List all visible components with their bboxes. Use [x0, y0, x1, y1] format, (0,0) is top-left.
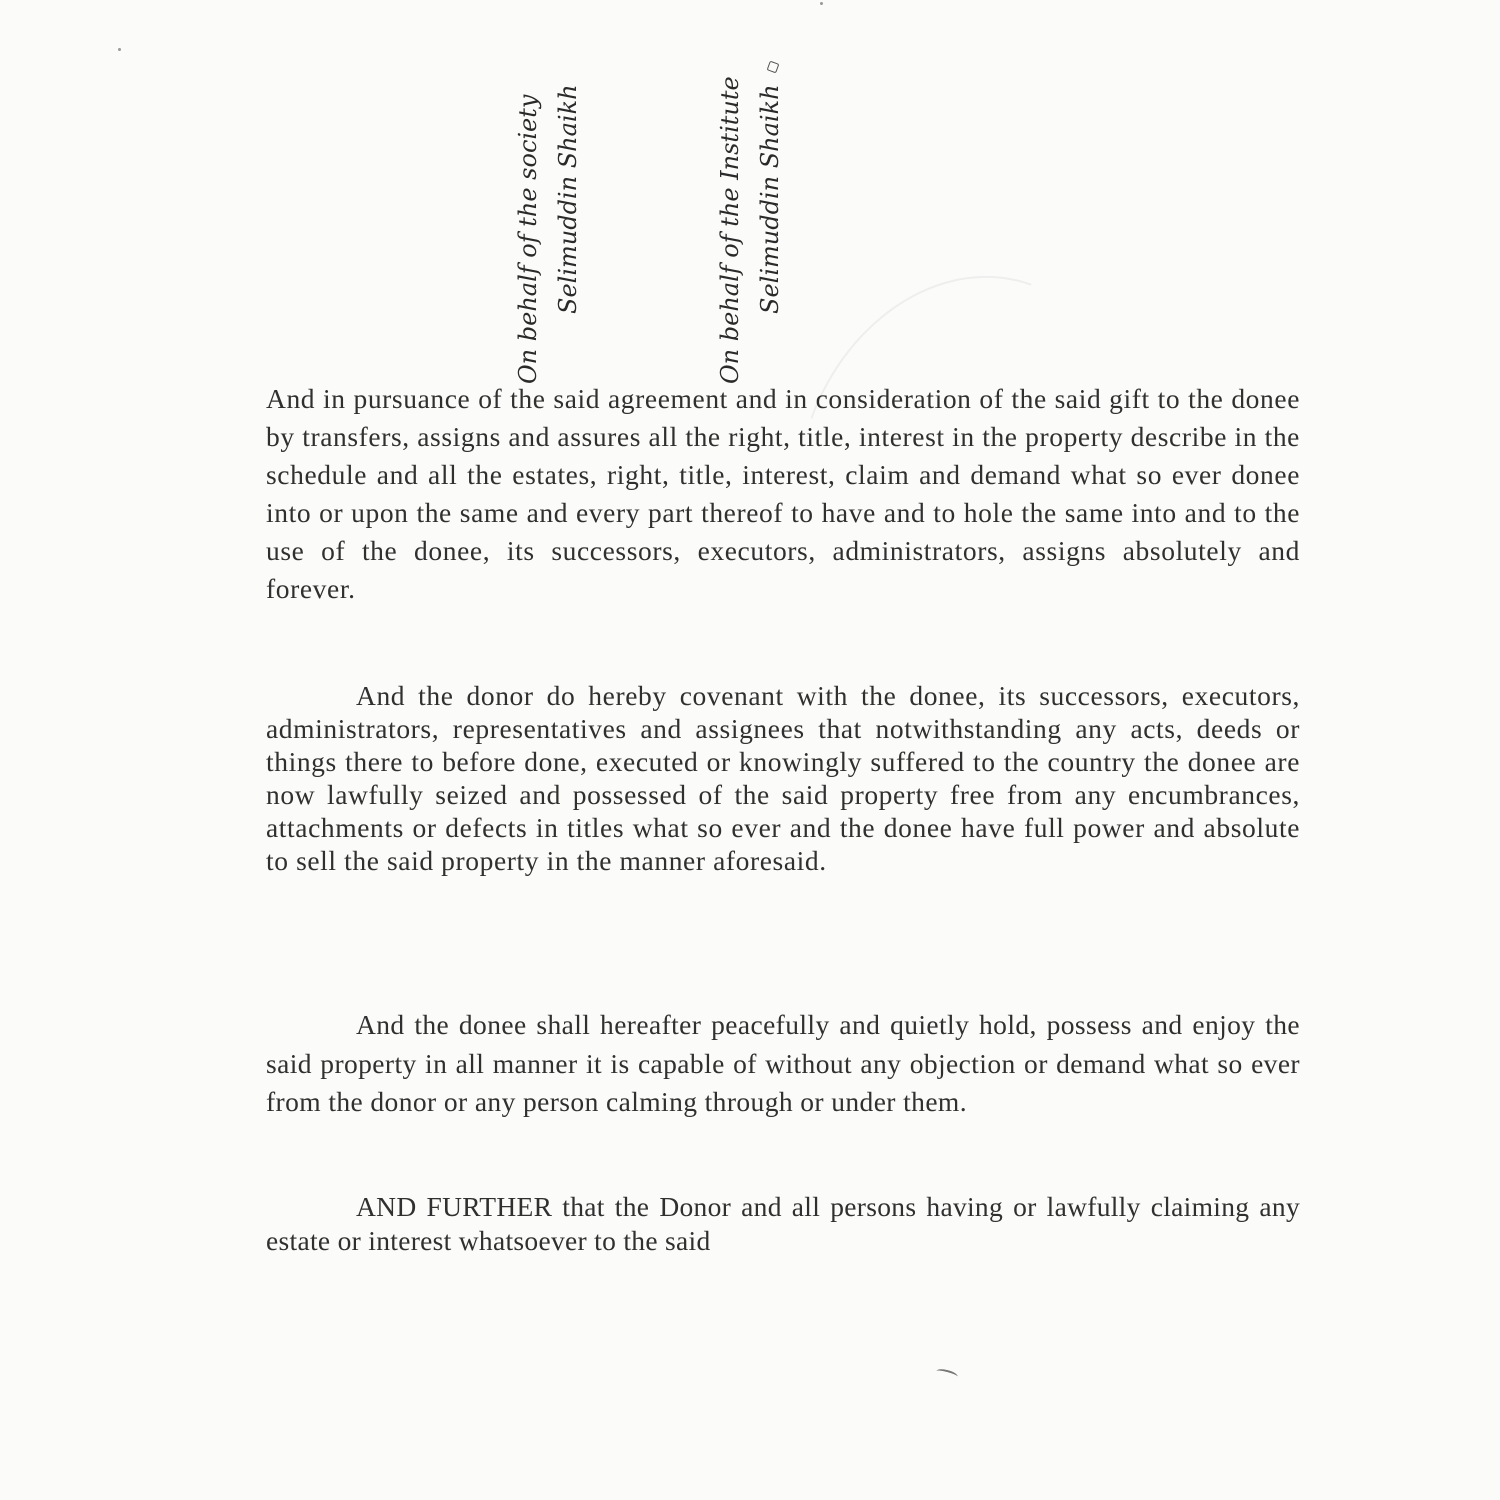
paragraph-quiet-enjoyment: And the donee shall hereafter peacefully and quietly hold, possess and enjoy the said property in all manner it is capable of without any objection or demand what so ever from the donor or any person calming through or under them.: [266, 1009, 1300, 1117]
paragraph-further: AND FURTHER that the Donor and all persons having or lawfully claiming any estate or interest whatsoever to the said: [266, 1191, 1300, 1256]
signature-flourish-mark: [767, 61, 780, 74]
signature-society-line1: On behalf of the society: [514, 94, 542, 384]
signature-institute-line2: Selimuddin Shaikh: [756, 84, 784, 314]
scan-speck: [820, 2, 823, 5]
paragraph-covenant: And the donor do hereby covenant with the donee, its successors, executors, administrators, representatives and assignees that notwithstanding any acts, deeds or things there to before done, executed or knowingly suffered to the country the donee are now lawfully seized and possessed of the said property free from any encumbrances, attachments or defects in titles what so ever and the donee have full power and absolute to sell the said property in the manner aforesaid.: [266, 680, 1300, 876]
scan-mark: [935, 1367, 958, 1380]
paragraph-pursuance: And in pursuance of the said agreement and in consideration of the said gift to the donee by transfers, assigns and assures all the right, title, interest in the property describe in the schedule and all the estates, right, title, interest, claim and demand what so ever donee into or upon the same and every part thereof to have and to hole the same into and to the use of the donee, its successors, executors, administrators, assigns absolutely and forever.: [266, 383, 1300, 604]
signature-society-line2: Selimuddin Shaikh: [554, 84, 582, 314]
signature-on-behalf-of-institute: [710, 76, 790, 384]
signature-institute-line1: On behalf of the Institute: [716, 76, 744, 384]
signature-on-behalf-of-society: [508, 84, 588, 384]
scan-speck: [118, 48, 121, 51]
